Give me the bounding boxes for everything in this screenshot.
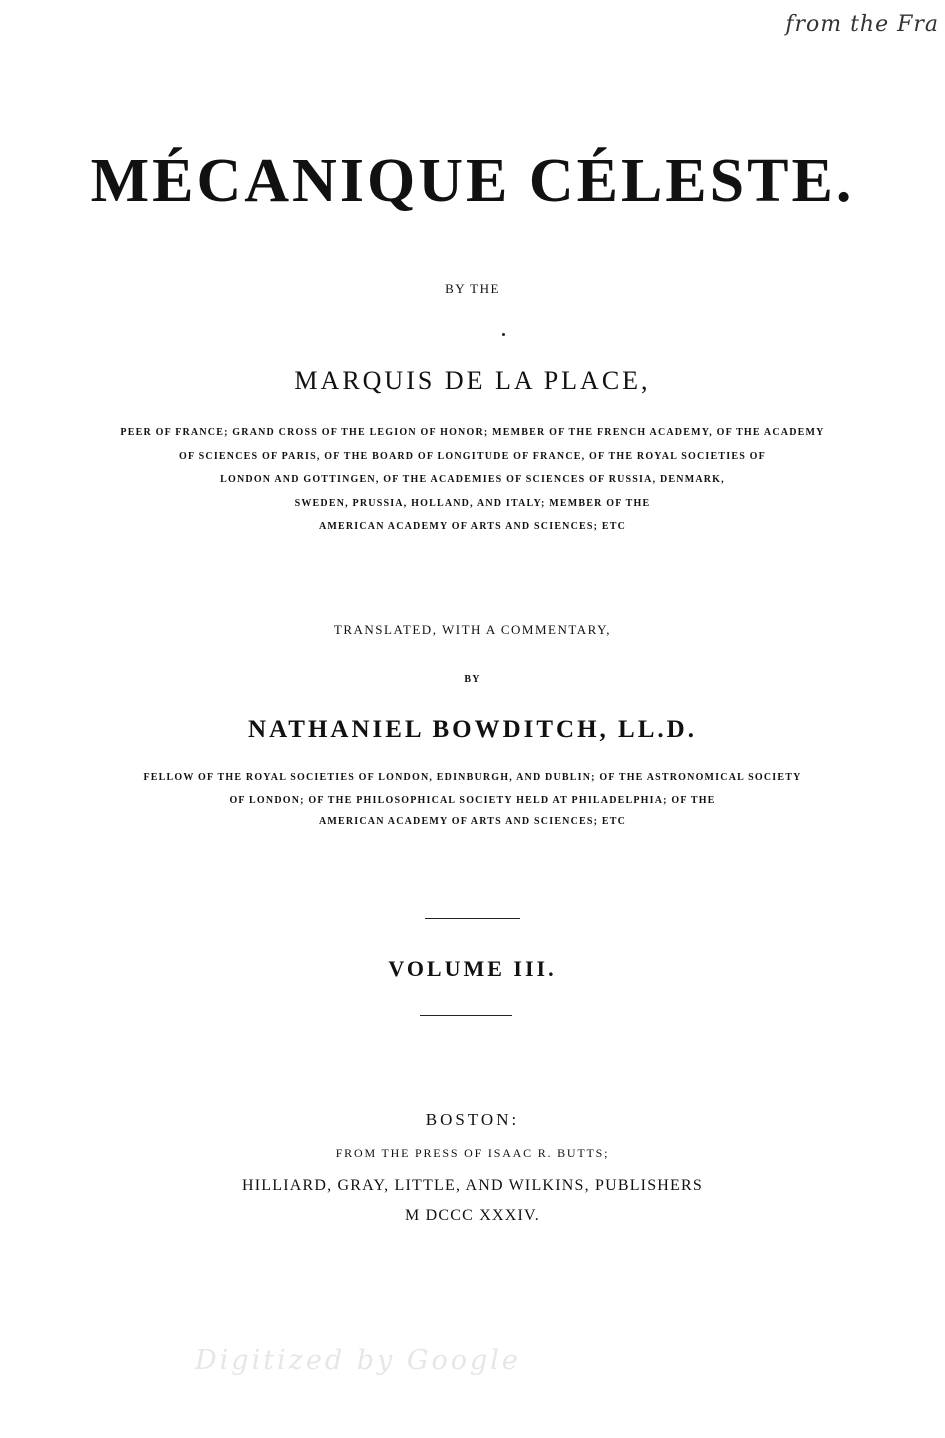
by-the-label: BY THE <box>445 281 500 296</box>
author-title-line: OF SCIENCES OF PARIS, OF THE BOARD OF LONGITUDE OF FRANCE, OF THE ROYAL SOCIETIES OF <box>179 451 766 462</box>
imprint-publishers: HILLIARD, GRAY, LITTLE, AND WILKINS, PUBLISHERS <box>242 1177 703 1194</box>
translator-name: NATHANIEL BOWDITCH, LL.D. <box>248 716 697 743</box>
translator-title-line: OF LONDON; OF THE PHILOSOPHICAL SOCIETY HELD AT PHILADELPHIA; OF THE <box>229 795 716 806</box>
divider-rule <box>425 918 520 919</box>
translator-title-line: AMERICAN ACADEMY OF ARTS AND SCIENCES; ETC <box>318 816 627 827</box>
author-name: MARQUIS DE LA PLACE, <box>294 366 651 395</box>
author-title-line: LONDON AND GOTTINGEN, OF THE ACADEMIES OF SCIENCES OF RUSSIA, DENMARK, <box>220 474 725 485</box>
imprint-year: M DCCC XXXIV. <box>405 1207 540 1224</box>
by-label: BY <box>464 674 481 685</box>
author-title-line: AMERICAN ACADEMY OF ARTS AND SCIENCES; ETC <box>318 521 627 532</box>
author-title-line: PEER OF FRANCE; GRAND CROSS OF THE LEGION OF HONOR; MEMBER OF THE FRENCH ACADEMY, OF THE ACADEMY <box>120 427 825 438</box>
handwritten-note: from the Fra <box>785 12 939 37</box>
digitized-watermark: Digitized by Google <box>195 1345 521 1376</box>
author-title-line: SWEDEN, PRUSSIA, HOLLAND, AND ITALY; MEMBER OF THE <box>294 498 651 509</box>
ornament-dot <box>502 333 505 336</box>
translated-label: TRANSLATED, WITH A COMMENTARY, <box>333 622 612 637</box>
volume-label: VOLUME III. <box>388 956 557 981</box>
divider-rule <box>420 1015 512 1016</box>
imprint-press: FROM THE PRESS OF ISAAC R. BUTTS; <box>335 1146 610 1160</box>
book-title: MÉCANIQUE CÉLESTE. <box>90 147 855 215</box>
imprint-city: BOSTON: <box>425 1110 520 1129</box>
translator-title-line: FELLOW OF THE ROYAL SOCIETIES OF LONDON, EDINBURGH, AND DUBLIN; OF THE ASTRONOMICAL SOCIETY <box>143 772 802 783</box>
